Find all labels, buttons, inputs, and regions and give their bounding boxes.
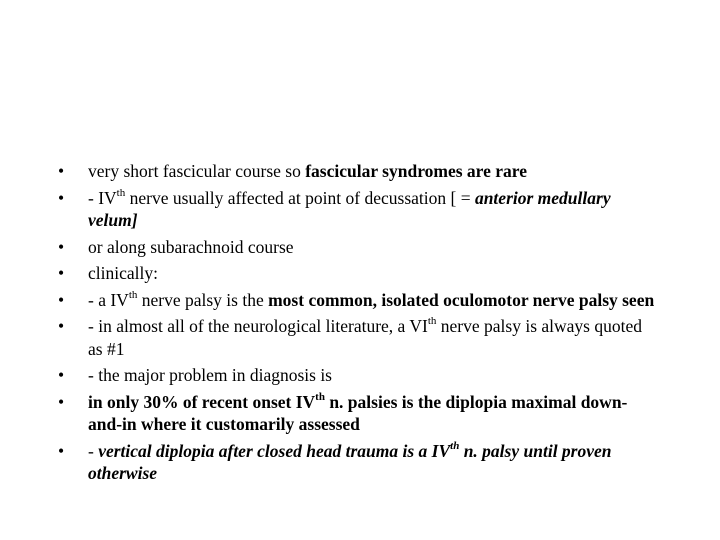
- bullet-item-decussation: [58, 187, 658, 232]
- item-emphasis: n. palsy until proven otherwise: [88, 440, 612, 483]
- item-emphasis: in only 30% of recent onset IV: [88, 391, 316, 412]
- item-emphasis: fascicular syndromes are rare: [305, 161, 528, 181]
- bullet-item-most-common-palsy: [58, 289, 658, 312]
- item-emphasis: most common, isolated oculomotor nerve palsy seen: [268, 289, 655, 310]
- bullet-item-recent-onset: [58, 391, 658, 436]
- bullet-marker: •: [58, 391, 65, 412]
- ordinal-superscript: th: [427, 315, 437, 328]
- item-text: - a IV: [88, 289, 129, 310]
- bullet-marker: •: [58, 440, 65, 461]
- ordinal-superscript: th: [450, 439, 460, 452]
- bullet-marker: •: [58, 316, 65, 336]
- item-text: or along subarachnoid course: [88, 236, 294, 257]
- bullet-item-clinically: [58, 262, 658, 285]
- bullet-item-head-trauma: [58, 440, 658, 485]
- item-emphasis: anterior medullary velum]: [88, 187, 611, 230]
- ordinal-superscript: th: [116, 186, 126, 199]
- item-text: nerve palsy is always quoted as #1: [88, 316, 642, 359]
- item-text: - IV: [88, 187, 117, 208]
- bullet-marker: •: [58, 236, 65, 257]
- bullet-marker: •: [58, 161, 65, 181]
- bullet-item-subarachnoid: [58, 236, 658, 259]
- bullet-marker: •: [58, 289, 65, 310]
- item-text: - the major problem in diagnosis is: [88, 365, 332, 385]
- bullet-marker: •: [58, 187, 65, 208]
- bullet-marker: •: [58, 365, 65, 385]
- item-text: very short fascicular course so: [88, 161, 306, 181]
- ordinal-superscript: th: [128, 288, 138, 301]
- item-emphasis: n. palsies is the diplopia maximal down-and-in where it customarily assessed: [88, 391, 628, 434]
- bullet-item-diagnosis-problem: [58, 364, 658, 387]
- item-emphasis: vertical diplopia after closed head trauma is a IV: [98, 440, 451, 461]
- bullet-list: [58, 160, 658, 485]
- item-text: nerve usually affected at point of decussation [ =: [125, 187, 475, 208]
- item-text: - in almost all of the neurological literature, a VI: [88, 316, 428, 336]
- item-text: clinically:: [88, 263, 158, 283]
- bullet-item-literature: [58, 315, 658, 360]
- item-text: nerve palsy is the: [137, 289, 269, 310]
- bullet-marker: •: [58, 263, 65, 283]
- ordinal-superscript: th: [315, 390, 325, 403]
- bullet-item-fascicular-course: [58, 160, 658, 183]
- item-text: -: [88, 440, 99, 461]
